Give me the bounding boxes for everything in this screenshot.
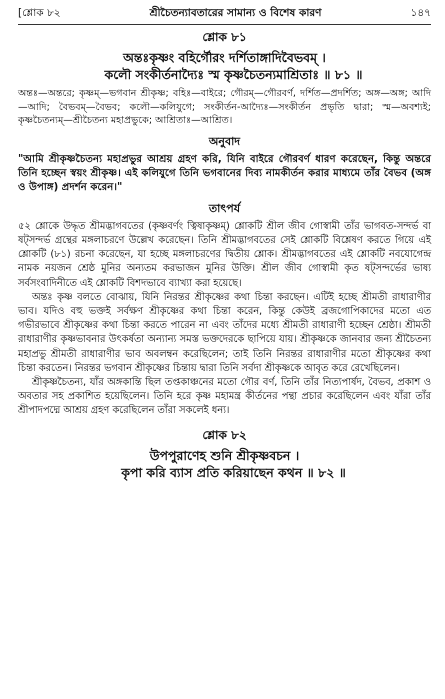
purport-heading: তাৎপর্য: [208, 201, 241, 215]
header-rule: [18, 24, 431, 25]
purport-paragraph-3: শ্রীকৃষ্ণচৈতন্য, যাঁর অঙ্গকান্তি ছিল তপ্তকাঞ্চনের মতো গৌর বর্ণ, তিনি তাঁর নিত্যপার্ষদ, বৈভব, প্রকাশ ও অবতার সহ প্রকাশিত হয়েছিলেন। তিনি হরে কৃষ্ণ মহামন্ত্র কীর্তনের পন্থা প্রচার করেছিলেন এবং যাঁরা তাঁর শ্রীপাদপদ্মে আশ্রয় গ্রহণ করেছিলেন তাঁরা সকলেই ধন্য।: [18, 377, 431, 417]
verse-82-number: শ্লোক ৮২: [202, 427, 247, 442]
header-title: শ্রীচৈতন্যাবতারের সামান্য ও বিশেষ কারণ: [149, 7, 322, 19]
page-number: ১৪৭: [410, 7, 431, 19]
verse-82-line-2: কৃপা করি ব্যাস প্রতি করিয়াছেন কথন ॥ ৮২ ॥: [121, 464, 346, 480]
running-header: [18, 6, 431, 22]
verse-81-line-2: কলৌ সংকীর্তনাদ্যৈঃ স্ম কৃষ্ণচৈতন্যমাশ্রিতাঃ ॥ ৮১ ॥: [104, 67, 363, 82]
purport-body: [18, 220, 431, 419]
verse-81-number: শ্লোক ৮১: [202, 30, 247, 44]
verse-81-line-1: অন্তঃকৃষ্ণং বহির্গৌরং দর্শিতাঙ্গাদিবৈভবম্ ।: [123, 50, 326, 65]
translation-heading: অনুবাদ: [208, 134, 241, 148]
verse-82-line-1: উপপুরাণেহ শুনি শ্রীকৃষ্ণবচন ।: [149, 447, 300, 463]
purport-paragraph-1: ৫২ শ্লোকে উদ্ধৃত শ্রীমদ্ভাগবতের (কৃষ্ণবর্ণং ত্বিষাকৃষ্ণম্) শ্লোকটি শ্রীল জীব গোস্বামী তাঁর ভাগবত-সন্দর্ভ বা ষট্‌সন্দর্ভ গ্রন্থের মঙ্গলাচরণে উল্লেখ করেছেন। তিনি শ্রীমদ্ভাগবতের সেই শ্লোকটি বিশ্লেষণ করতে গিয়ে এই শ্লোকটি (৮১) রচনা করেছেন, যা হচ্ছে মঙ্গলাচরণের দ্বিতীয় শ্লোক। শ্রীমদ্ভাগবতের এই শ্লোকটি নবযোগেন্দ্র নামক নয়জন শ্রেষ্ঠ মুনির অন্যতম করভাজন মুনির উক্তি। শ্রীল জীব গোস্বামী কৃত ষট্‌সন্দর্ভের ভাষ্য সর্বসংবাদিনীতে এই শ্লোকটি বিশদভাবে ব্যাখ্যা করা হয়েছে।: [18, 220, 431, 289]
synonyms: অন্তঃ—অন্তরে; কৃষ্ণম্—ভগবান শ্রীকৃষ্ণ; বহিঃ—বাইরে; গৌরম্—গৌরবর্ণ, দর্শিত—প্রদর্শিত; অঙ্গ—অঙ্গ; আদি—আদি; বৈভবম্—বৈভব; কলৌ—কলিযুগে; সংকীর্তন-আদ্যৈঃ—সংকীর্তন প্রভৃতি দ্বারা; স্ম—অবশ্যই; কৃষ্ণচৈতন্যম্—শ্রীচৈতন্য মহাপ্রভুকে; আশ্রিতাঃ—আশ্রিত।: [18, 88, 431, 127]
header-verse-ref: [শ্লোক ৮২: [18, 7, 61, 19]
purport-paragraph-2: অন্তঃ কৃষ্ণ বলতে বোঝায়, যিনি নিরন্তর শ্রীকৃষ্ণের কথা চিন্তা করছেন। এটিই হচ্ছে শ্রীমতী রাধারাণীর ভাব। যদিও বহু ভক্তই সর্বক্ষণ শ্রীকৃষ্ণের কথা চিন্তা করেন, কিন্তু কেউই ব্রজগোপিকাদের মতো এত গভীরভাবে শ্রীকৃষ্ণের কথা চিন্তা করতে পারেন না এবং তাঁদের মধ্যে শ্রীমতী রাধারাণী হচ্ছেন শ্রেষ্ঠা। শ্রীমতী রাধারাণীর কৃষ্ণভাবনার উৎকর্ষতা অন্যান্য সমস্ত ভক্তদেরকে ছাপিয়ে যায়। শ্রীকৃষ্ণকে জানবার জন্য শ্রীচৈতন্য মহাপ্রভু শ্রীমতী রাধারাণীর ভাব অবলম্বন করেছিলেন; তাই তিনি নিরন্তর রাধারাণীর মতো শ্রীকৃষ্ণের কথা চিন্তা করতেন। নিরন্তর ভগবান শ্রীকৃষ্ণের চিন্তায় দ্বারা তিনি সর্বদা শ্রীকৃষ্ণকে আবৃত করে রেখেছিলেন।: [18, 291, 431, 374]
translation-text: "আমি শ্রীকৃষ্ণচৈতন্য মহাপ্রভুর আশ্রয় গ্রহণ করি, যিনি বাইরে গৌরবর্ণ ধারণ করেছেন, কিন্তু অন্তরে তিনি হচ্ছেন স্বয়ং শ্রীকৃষ্ণ। এই কলিযুগে তিনি ভগবানের দিব্য নামকীর্তন করার মাধ্যমে তাঁর বৈভব (অঙ্গ ও উপাঙ্গ) প্রদর্শন করেন।": [18, 153, 431, 193]
